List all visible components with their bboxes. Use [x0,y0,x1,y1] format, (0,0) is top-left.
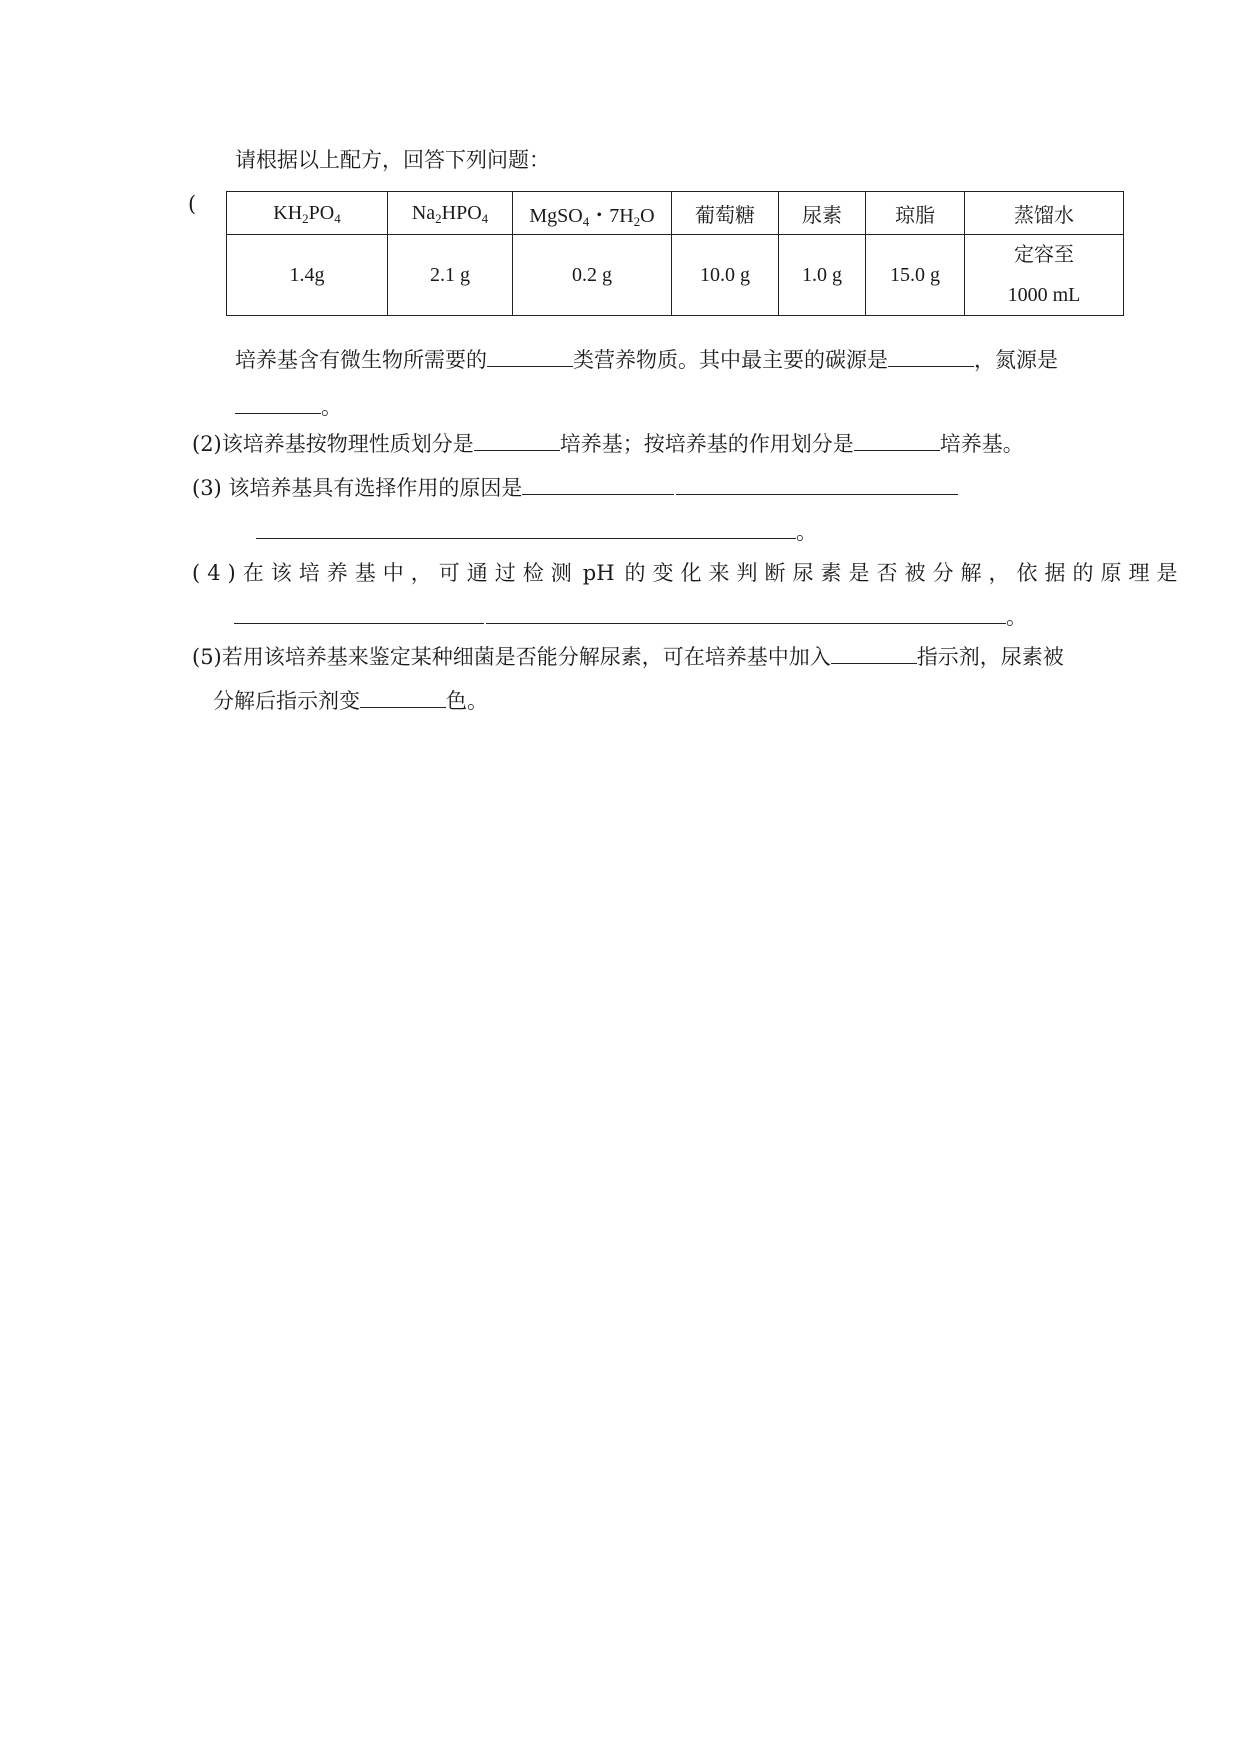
q4-text-b: 的变化来判断尿素是否被分解，依据的原理是 [624,561,1185,585]
recipe-table [226,191,1124,316]
q4-text-a: (4)在该培养基中，可通过检测 [192,561,579,585]
header-urea: 尿素 [779,192,866,235]
q1-blank-nitrogen[interactable] [235,396,321,414]
q1-blank-carbon[interactable] [888,349,974,367]
q3-blank-reason-part1[interactable] [522,477,674,495]
value-mgso4: 0.2 g [513,235,672,316]
value-kh2po4: 1.4g [227,235,388,316]
q5-line2 [213,690,488,712]
value-urea: 1.0 g [779,235,866,316]
table-header-row [227,192,1124,235]
q4-line1 [192,563,1185,584]
q5-blank-color[interactable] [360,690,446,708]
q4-line2 [234,606,1027,628]
left-parenthesis: ( [188,192,197,216]
intro-text: 请根据以上配方，回答下列问题： [235,148,550,172]
q2-text-a: (2)该培养基按物理性质划分是 [192,432,474,456]
q4-blank-principle-part2[interactable] [486,606,1006,624]
q3-line2 [256,521,817,543]
q3-line1 [192,477,958,499]
q2-line [192,433,1024,455]
header-agar: 琼脂 [866,192,965,235]
q2-text-b: 培养基；按培养基的作用划分是 [559,432,854,456]
header-distilled-water: 蒸馏水 [965,192,1124,235]
value-distilled-water [965,235,1124,316]
q2-blank-function[interactable] [854,433,940,451]
q1-text-a: 培养基含有微生物所需要的 [235,348,487,372]
value-glucose: 10.0 g [672,235,779,316]
q5-text-c: 分解后指示剂变 [213,689,360,713]
q1-line2 [235,396,342,418]
q5-line1 [192,646,1064,668]
q1-text-end: 。 [321,395,342,419]
header-glucose: 葡萄糖 [672,192,779,235]
value-water-line2: 1000 mL [1007,284,1081,306]
q5-blank-indicator[interactable] [831,646,917,664]
header-kh2po4: $KH_2PO_4$ [227,192,388,235]
q2-blank-physical[interactable] [474,433,560,451]
q1-text-b: 类营养物质。其中最主要的碳源是 [573,348,888,372]
q3-text-a: (3) 该培养基具有选择作用的原因是 [192,476,523,500]
value-na2hpo4: 2.1 g [388,235,513,316]
q2-text-c: 培养基。 [939,432,1024,456]
header-na2hpo4: $Na_2HPO_4$ [388,192,513,235]
q3-blank-reason-line2[interactable] [256,521,796,539]
q4-ph: pH [582,561,615,585]
q3-blank-reason-part2[interactable] [676,477,958,495]
value-water-line1: 定容至 [1014,244,1074,266]
q1-line1 [235,349,1058,371]
q1-text-c: ，氮源是 [974,348,1058,372]
q5-text-a: (5)若用该培养基来鉴定某种细菌是否能分解尿素，可在培养基中加入 [192,645,831,669]
header-mgso4: MgSO$_4$・$7H_2O$ [513,192,672,235]
q1-blank-nutrients[interactable] [487,349,573,367]
value-agar: 15.0 g [866,235,965,316]
table-value-row [227,235,1124,316]
q3-text-end: 。 [796,520,817,544]
q4-blank-principle-part1[interactable] [234,606,484,624]
q5-text-d: 色。 [446,689,488,713]
q5-text-b: 指示剂，尿素被 [916,645,1064,669]
q4-text-end: 。 [1006,605,1027,629]
